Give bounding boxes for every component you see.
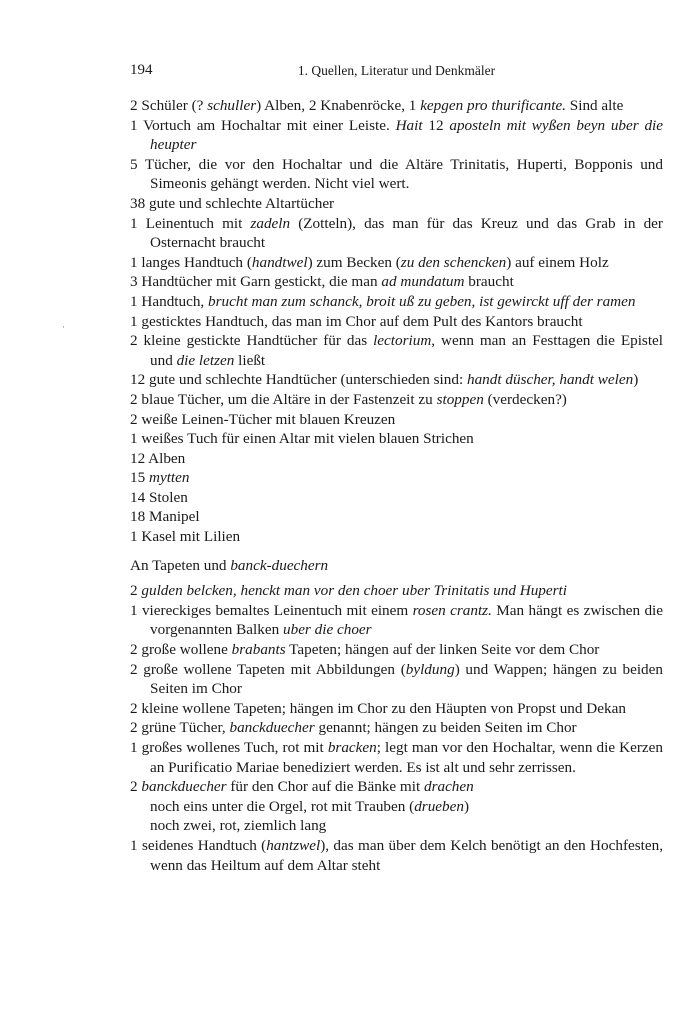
list-item: 1 Kasel mit Lilien	[130, 528, 241, 546]
list-item: 14 Stolen	[130, 488, 188, 506]
margin-mark: ·	[62, 322, 65, 332]
tapestry-list	[130, 581, 663, 797]
final-entry: 1 seidenes Handtuch (hantzwel), das man über dem Kelch benötigt an den Hochfesten, wenn das Heiltum auf dem Altar steht	[130, 836, 663, 874]
list-item: 2 weiße Leinen-Tücher mit blauen Kreuzen	[130, 410, 396, 428]
list-item: 2 kleine gestickte Handtücher für das lectorium, wenn man an Festtagen die Epistel und die letzen ließt	[130, 332, 664, 369]
inventory-list	[130, 96, 663, 547]
list-item: 2 grüne Tücher, banckduecher genannt; hängen zu beiden Seiten im Chor	[130, 719, 577, 737]
list-item: 12 gute und schlechte Handtücher (unterschieden sind: handt düscher, handt welen)	[130, 371, 639, 389]
list-item: 1 Leinentuch mit zadeln (Zotteln), das man für das Kreuz und das Grab in der Osternacht braucht	[130, 214, 663, 252]
list-item: 38 gute und schlechte Altartücher	[130, 194, 335, 212]
list-item: 2 Schüler (? schuller) Alben, 2 Knabenröcke, 1 kepgen pro thurificante. Sind alte	[130, 97, 624, 114]
list-item: 2 große wollene brabants Tapeten; hängen auf der linken Seite vor dem Chor	[130, 641, 600, 659]
list-item: 1 viereckiges bemaltes Leinentuch mit einem rosen crantz. Man hängt es zwischen die vorgenannten Balken uber die choer	[130, 601, 664, 639]
list-item: 1 Vortuch am Hochaltar mit einer Leiste. Hait 12 aposteln mit wyßen beyn uber die heupter	[130, 116, 664, 154]
continuation-line: noch eins unter die Orgel, rot mit Trauben (drueben)	[150, 797, 470, 815]
list-item: 3 Handtücher mit Garn gestickt, die man ad mundatum braucht	[130, 273, 514, 291]
list-item: 2 große wollene Tapeten mit Abbildungen (byldung) und Wappen; hängen zu beiden Seiten im Chor	[130, 660, 663, 698]
list-item: 1 langes Handtuch (handtwel) zum Becken (zu den schencken) auf einem Holz	[130, 253, 609, 271]
running-head: 1. Quellen, Literatur und Denkmäler	[297, 63, 496, 78]
list-item: 1 Handtuch, brucht man zum schanck, broit uß zu geben, ist gewirckt uff der ramen	[130, 292, 636, 310]
list-item: 2 banckduecher für den Chor auf die Bänke mit drachen	[130, 778, 474, 796]
list-item: 1 gesticktes Handtuch, das man im Chor auf dem Pult des Kantors braucht	[130, 312, 583, 330]
list-item: 1 weißes Tuch für einen Altar mit vielen blauen Strichen	[130, 430, 474, 448]
page-number: 194	[130, 62, 153, 78]
continuation-lines	[130, 797, 663, 836]
section-heading: An Tapeten und banck-duechern	[130, 556, 329, 574]
list-item: 2 blaue Tücher, um die Altäre in der Fastenzeit zu stoppen (verdecken?)	[130, 390, 567, 408]
list-item: 5 Tücher, die vor den Hochaltar und die Altäre Trinitatis, Huperti, Bopponis und Simeonis gehängt werden. Nicht viel wert.	[130, 155, 663, 193]
list-item: 15 mytten	[130, 469, 190, 487]
continuation-line: noch zwei, rot, ziemlich lang	[150, 817, 327, 835]
list-item: 18 Manipel	[130, 508, 200, 526]
list-item: 12 Alben	[130, 449, 186, 467]
inventory-text	[130, 96, 663, 875]
list-item: 2 kleine wollene Tapeten; hängen im Chor zu den Häupten von Propst und Dekan	[130, 699, 626, 717]
list-item: 2 gulden belcken, henckt man vor den choer uber Trinitatis und Huperti	[130, 582, 567, 600]
page-header	[130, 62, 663, 82]
list-item: 1 großes wollenes Tuch, rot mit bracken; legt man vor den Hochaltar, wenn die Kerzen an Purificatio Mariae benediziert werden. Es ist alt und sehr zerrissen.	[130, 739, 664, 776]
